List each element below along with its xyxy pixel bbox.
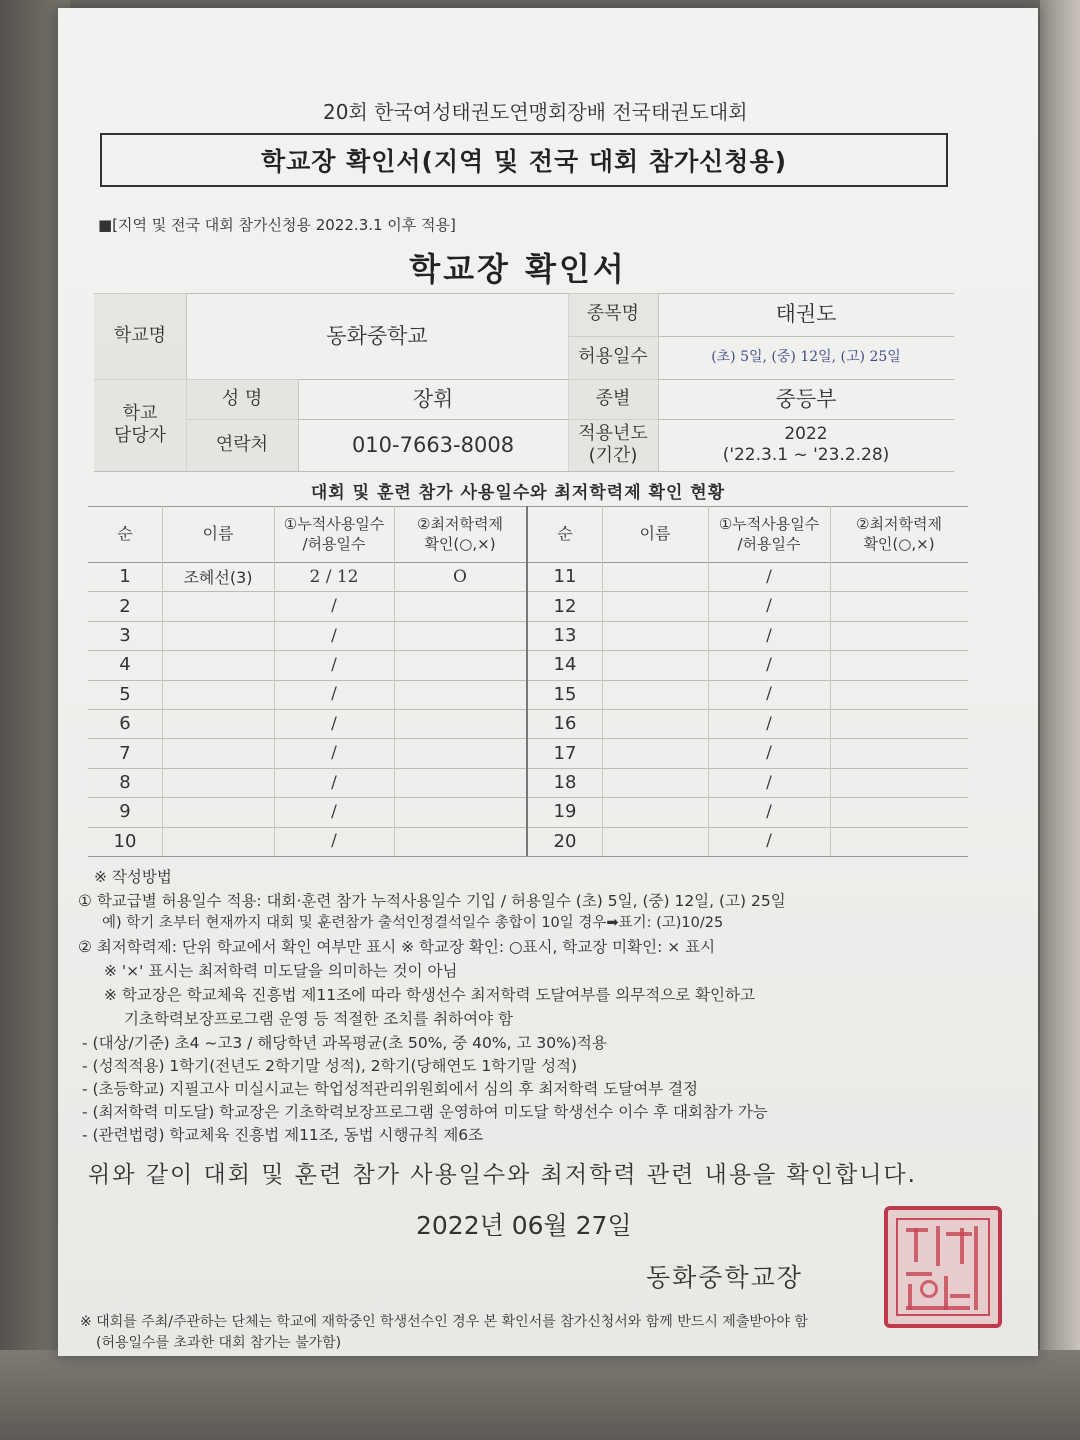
table-row [528, 591, 968, 621]
background-right [1040, 0, 1080, 1440]
cell-days: / [766, 654, 772, 675]
column-divider [394, 506, 395, 856]
principal-signature: 동화중학교장 [646, 1263, 803, 1292]
table-row [528, 621, 968, 651]
table-row [88, 680, 526, 710]
table-row [88, 621, 526, 651]
cell-days: / [331, 801, 337, 822]
manager-name: 장휘 [412, 386, 454, 411]
instruction-line: - (관련법령) 학교체육 진흥법 제11조, 동법 시행규칙 제6조 [82, 1126, 484, 1144]
cell-name [162, 738, 274, 768]
cell-name [602, 709, 708, 739]
document-paper [58, 8, 1038, 1356]
table-row [528, 709, 968, 739]
cell-no: 18 [553, 772, 577, 794]
column-divider [708, 506, 709, 856]
cell-name [162, 591, 274, 621]
school-info-table [94, 293, 954, 473]
cell-days: / [331, 654, 337, 675]
issue-date: 2022년 06월 27일 [416, 1211, 632, 1240]
usage-table-left [88, 506, 526, 856]
cell-no: 5 [119, 683, 131, 705]
cell-name [162, 768, 274, 798]
cell-name [602, 650, 708, 680]
usage-table-right [528, 506, 968, 856]
cell-check [830, 738, 968, 768]
cell-no: 17 [553, 742, 577, 764]
instruction-line: ※ 학교장은 학교체육 진흥법 제11조에 따라 학생선수 최저학력 도달여부를 의무적으로 확인하고 [104, 986, 755, 1004]
cell-days: / [331, 596, 337, 617]
cell-no: 11 [553, 566, 577, 588]
cell-no: 19 [553, 801, 577, 823]
cell-no: 15 [553, 683, 577, 705]
footnote-line: (허용일수를 초과한 대회 참가는 불가함) [96, 1335, 342, 1351]
cell-name [602, 680, 708, 710]
cell-days: / [766, 743, 772, 764]
cell-check [830, 562, 968, 592]
cell-no: 6 [119, 713, 131, 735]
cell-name [602, 591, 708, 621]
cell-check: O [453, 566, 467, 587]
col-header-days: ①누적사용일수 /허용일수 [718, 514, 820, 553]
contact-label: 연락처 [186, 419, 298, 471]
confirmation-statement: 위와 같이 대회 및 훈련 참가 사용일수와 최저학력 관련 내용을 확인합니다. [88, 1162, 917, 1188]
cell-name [602, 827, 708, 857]
cell-check [830, 650, 968, 680]
table-row [88, 650, 526, 680]
table-row [88, 827, 526, 857]
footnote-line: ※ 대회를 주최/주관하는 단체는 학교에 재학중인 학생선수인 경우 본 확인서를 참가신청서와 함께 반드시 제출받아야 함 [80, 1314, 808, 1330]
cell-days: / [766, 596, 772, 617]
sport-value: 태권도 [775, 302, 837, 327]
division-label: 종별 [568, 379, 658, 419]
cell-days: / [766, 801, 772, 822]
cell-days: / [331, 625, 337, 646]
seal-glyph [936, 1226, 940, 1266]
cell-no: 3 [119, 625, 131, 647]
cell-name [602, 797, 708, 827]
instruction-line: - (성적적용) 1학기(전년도 2학기말 성적), 2학기(당해연도 1학기말 성적) [82, 1057, 578, 1075]
status-title: 대회 및 훈련 참가 사용일수와 최저학력제 확인 현황 [310, 483, 726, 503]
manager-label: 학교 담당자 [94, 379, 186, 471]
table-row [528, 827, 968, 857]
cell-days: / [766, 772, 772, 793]
column-divider [274, 506, 275, 856]
cell-days: / [331, 772, 337, 793]
table-row [88, 591, 526, 621]
table-row [88, 768, 526, 798]
year-label: 적용년도 (기간) [568, 419, 658, 471]
table-row [528, 650, 968, 680]
cell-name [162, 797, 274, 827]
instruction-line: - (최저학력 미도달) 학교장은 기초학력보장프로그램 운영하여 미도달 학생선수 이수 후 대회참가 가능 [82, 1103, 768, 1121]
cell-check [830, 621, 968, 651]
cell-days: / [766, 625, 772, 646]
cell-check [394, 738, 526, 768]
cell-days: 2 / 12 [309, 566, 359, 587]
form-note: ■[지역 및 전국 대회 참가신청용 2022.3.1 이후 적용] [98, 216, 456, 234]
instruction-line: - (초등학교) 지필고사 미실시교는 학업성적관리위원회에서 심의 후 최저학력 도달여부 결정 [82, 1080, 699, 1098]
cell-days: / [331, 684, 337, 705]
cell-check [394, 768, 526, 798]
seal-glyph [920, 1280, 938, 1298]
cell-check [394, 797, 526, 827]
cell-check [394, 621, 526, 651]
table-row [528, 562, 968, 592]
cell-days: / [766, 684, 772, 705]
usage-table [88, 506, 968, 856]
cell-name: 조혜선(3) [183, 568, 253, 588]
cell-days: / [766, 713, 772, 734]
background-bottom [0, 1350, 1080, 1440]
allowed-days-label: 허용일수 [568, 336, 658, 379]
year-value: 2022 ('22.3.1 ~ '23.2.28) [722, 423, 890, 465]
cell-name [162, 621, 274, 651]
cell-no: 8 [119, 772, 131, 794]
seal-glyph [906, 1272, 932, 1276]
col-header-no: 순 [557, 524, 573, 544]
cell-name [602, 621, 708, 651]
cell-check [830, 797, 968, 827]
cell-no: 12 [553, 595, 577, 617]
school-value: 동화중학교 [326, 323, 428, 348]
instruction-line: ② 최저학력제: 단위 학교에서 확인 여부만 표시 ※ 학교장 확인: ○표시, 학교장 미확인: × 표시 [78, 938, 716, 956]
seal-glyph [974, 1226, 978, 1310]
table-row [88, 797, 526, 827]
seal-glyph [944, 1276, 948, 1310]
cell-no: 2 [119, 595, 131, 617]
cell-check [394, 650, 526, 680]
division-value: 중등부 [775, 386, 837, 411]
cell-no: 9 [119, 801, 131, 823]
cell-name [162, 650, 274, 680]
cell-days: / [766, 566, 772, 587]
cell-no: 14 [553, 654, 577, 676]
cell-check [830, 709, 968, 739]
table-row [528, 680, 968, 710]
table-row [88, 709, 526, 739]
cell-name [162, 709, 274, 739]
table-row [528, 768, 968, 798]
instruction-line: ※ '×' 표시는 최저학력 미도달을 의미하는 것이 아님 [104, 962, 458, 980]
cell-name [162, 827, 274, 857]
seal-glyph [946, 1232, 972, 1236]
cell-check [830, 768, 968, 798]
rule [88, 856, 968, 857]
column-divider [162, 506, 163, 856]
col-header-name: 이름 [639, 524, 671, 544]
seal-glyph [950, 1294, 970, 1298]
cell-name [602, 562, 708, 592]
official-seal-stamp [884, 1206, 1002, 1328]
instruction-line: ① 학교급별 허용일수 적용: 대회·훈련 참가 누적사용일수 기입 / 허용일수 (초) 5일, (중) 12일, (고) 25일 [78, 892, 786, 910]
rule [94, 471, 954, 472]
cell-days: / [331, 743, 337, 764]
cell-name [602, 738, 708, 768]
cell-check [394, 827, 526, 857]
instruction-heading: ※ 작성방법 [94, 868, 172, 886]
table-row [528, 797, 968, 827]
cell-days: / [331, 713, 337, 734]
cell-check [394, 591, 526, 621]
cell-days: / [766, 831, 772, 852]
seal-glyph [906, 1306, 970, 1310]
cell-check [394, 680, 526, 710]
cell-no: 10 [113, 830, 137, 852]
cell-check [830, 680, 968, 710]
cell-days: / [331, 831, 337, 852]
instruction-line: 기초학력보장프로그램 운영 등 적절한 조치를 취하여야 함 [124, 1010, 513, 1028]
sport-label: 종목명 [568, 293, 658, 336]
form-title-box [100, 133, 948, 187]
instruction-line: - (대상/기준) 초4 ~고3 / 해당학년 과목평균(초 50%, 중 40%, 고 30%)적용 [82, 1034, 607, 1052]
page-heading: 학교장 확인서 [409, 250, 627, 288]
event-title: 20회 한국여성태권도연맹회장배 전국태권도대회 [323, 100, 748, 124]
cell-name [162, 680, 274, 710]
cell-no: 13 [553, 625, 577, 647]
seal-glyph [960, 1228, 964, 1264]
name-label: 성 명 [186, 379, 298, 419]
seal-glyph [914, 1228, 918, 1262]
cell-name [602, 768, 708, 798]
col-header-no: 순 [117, 524, 133, 544]
col-header-academic: ②최저학력제 확인(○,×) [856, 514, 942, 553]
col-header-days: ①누적사용일수 /허용일수 [283, 514, 385, 553]
table-row [528, 738, 968, 768]
instruction-line: 예) 학기 초부터 현재까지 대회 및 훈련참가 출석인정결석일수 총합이 10일 경우➡표기: (고)10/25 [102, 915, 724, 931]
allowed-days-value: (초) 5일, (중) 12일, (고) 25일 [711, 348, 901, 365]
cell-no: 4 [119, 654, 131, 676]
cell-no: 1 [119, 566, 131, 588]
cell-no: 16 [553, 713, 577, 735]
col-header-academic: ②최저학력제 확인(○,×) [417, 514, 503, 553]
col-header-name: 이름 [202, 524, 234, 544]
cell-no: 7 [119, 742, 131, 764]
column-divider [830, 506, 831, 856]
school-label: 학교명 [94, 293, 186, 379]
table-row [88, 562, 526, 592]
cell-check [394, 709, 526, 739]
cell-no: 20 [553, 830, 577, 852]
contact-value: 010-7663-8008 [351, 432, 515, 457]
form-title: 학교장 확인서(지역 및 전국 대회 참가신청용) [260, 147, 788, 176]
cell-check [830, 591, 968, 621]
table-row [88, 738, 526, 768]
column-divider [602, 506, 603, 856]
cell-check [830, 827, 968, 857]
